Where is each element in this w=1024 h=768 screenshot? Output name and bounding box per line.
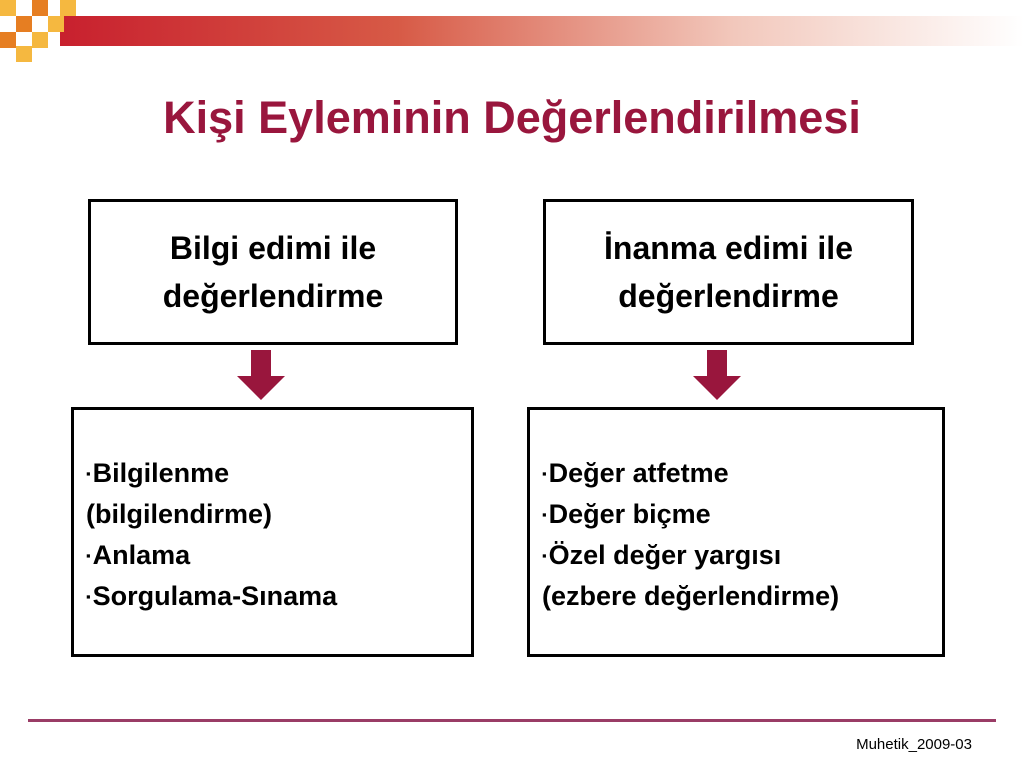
bullet-icon: ▪: [542, 507, 547, 522]
left-list-box: [71, 407, 474, 657]
right-list-box: [527, 407, 945, 657]
list-item: ▪Özel değer yargısı: [542, 535, 942, 576]
bullet-icon: ▪: [542, 548, 547, 563]
bullet-icon: ▪: [542, 466, 547, 481]
list-item: ▪Bilgilenme: [86, 453, 471, 494]
right-header-box: [543, 199, 914, 345]
down-arrow-icon: [691, 350, 743, 402]
bullet-icon: ▪: [86, 466, 91, 481]
down-arrow-icon: [235, 350, 287, 402]
left-header-line-1: Bilgi edimi ile: [169, 230, 377, 266]
right-header-line-2: değerlendirme: [618, 278, 839, 314]
slide-title: Kişi Eyleminin Değerlendirilmesi: [163, 92, 861, 143]
left-header-line-2: değerlendirme: [162, 278, 384, 314]
list-item: ▪Değer biçme: [542, 494, 942, 535]
list-item: ▪Anlama: [86, 535, 471, 576]
bullet-icon: ▪: [86, 548, 91, 563]
list-item: ▪Sorgulama-Sınama: [86, 576, 471, 617]
left-header-box: [88, 199, 458, 345]
bullet-icon: ▪: [86, 589, 91, 604]
header-decoration: [0, 0, 1024, 62]
list-item-continuation: (bilgilendirme): [86, 499, 273, 529]
footer-divider: [28, 719, 996, 722]
right-header-line-1: İnanma edimi ile: [604, 230, 853, 266]
list-item-continuation: (ezbere değerlendirme): [542, 581, 840, 611]
list-item: ▪Değer atfetme: [542, 453, 942, 494]
footer-label: Muhetik_2009-03: [856, 736, 972, 753]
